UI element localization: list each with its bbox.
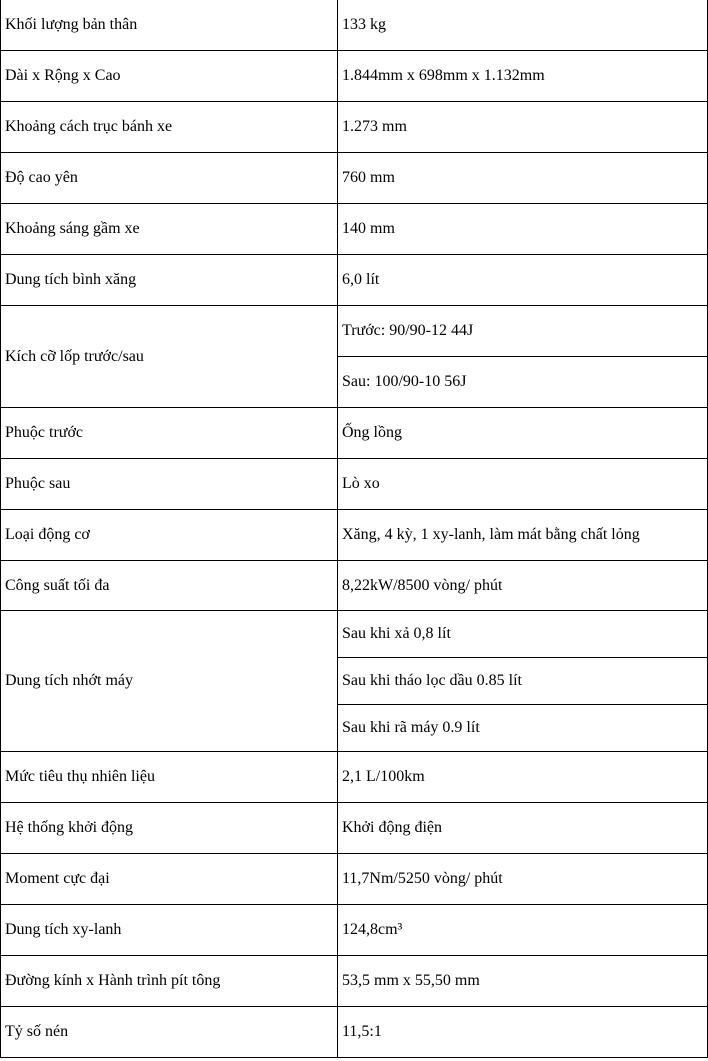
spec-value: 140 mm <box>338 204 708 255</box>
table-row <box>1 561 708 611</box>
table-row <box>1 255 708 306</box>
table-row <box>1 803 708 854</box>
table-row <box>1 102 708 153</box>
spec-value: Trước: 90/90-12 44J <box>338 306 708 357</box>
table-row <box>1 854 708 905</box>
table-row <box>1 306 708 357</box>
table-row <box>1 408 708 459</box>
table-row <box>1 752 708 803</box>
spec-value: Sau khi rã máy 0.9 lít <box>338 705 708 752</box>
spec-value: Xăng, 4 kỳ, 1 xy-lanh, làm mát bằng chất lỏng <box>338 510 708 561</box>
table-row <box>1 0 708 51</box>
spec-value: Ống lồng <box>338 408 708 459</box>
spec-label: Độ cao yên <box>1 153 338 204</box>
spec-label: Dung tích bình xăng <box>1 255 338 306</box>
spec-label: Dung tích xy-lanh <box>1 905 338 956</box>
spec-label: Loại động cơ <box>1 510 338 561</box>
spec-label: Khoảng cách trục bánh xe <box>1 102 338 153</box>
table-row <box>1 510 708 561</box>
spec-value: 133 kg <box>338 0 708 51</box>
spec-value: 1.273 mm <box>338 102 708 153</box>
spec-label: Khoảng sáng gầm xe <box>1 204 338 255</box>
spec-value: 6,0 lít <box>338 255 708 306</box>
table-row <box>1 905 708 956</box>
spec-label: Dài x Rộng x Cao <box>1 51 338 102</box>
spec-value: 1.844mm x 698mm x 1.132mm <box>338 51 708 102</box>
spec-value: Khởi động điện <box>338 803 708 854</box>
table-row <box>1 153 708 204</box>
spec-value: 53,5 mm x 55,50 mm <box>338 956 708 1007</box>
table-row <box>1 1007 708 1058</box>
spec-label: Moment cực đại <box>1 854 338 905</box>
spec-label: Phuộc trước <box>1 408 338 459</box>
table-row <box>1 51 708 102</box>
table-row <box>1 611 708 658</box>
table-row <box>1 459 708 510</box>
spec-label: Đường kính x Hành trình pít tông <box>1 956 338 1007</box>
spec-value: Lò xo <box>338 459 708 510</box>
spec-value: 11,7Nm/5250 vòng/ phút <box>338 854 708 905</box>
spec-value: Sau khi tháo lọc dầu 0.85 lít <box>338 658 708 705</box>
spec-label: Mức tiêu thụ nhiên liệu <box>1 752 338 803</box>
spec-value: 124,8cm³ <box>338 905 708 956</box>
spec-label: Phuộc sau <box>1 459 338 510</box>
spec-value: Sau khi xả 0,8 lít <box>338 611 708 658</box>
spec-value: 11,5:1 <box>338 1007 708 1058</box>
table-row <box>1 204 708 255</box>
spec-label: Hệ thống khởi động <box>1 803 338 854</box>
spec-label: Khối lượng bản thân <box>1 0 338 51</box>
spec-value: 760 mm <box>338 153 708 204</box>
spec-label: Kích cỡ lốp trước/sau <box>1 306 338 408</box>
spec-label: Công suất tối đa <box>1 561 338 611</box>
table-row <box>1 956 708 1007</box>
spec-value: 8,22kW/8500 vòng/ phút <box>338 561 708 611</box>
spec-value: 2,1 L/100km <box>338 752 708 803</box>
spec-label: Dung tích nhớt máy <box>1 611 338 752</box>
spec-label: Tỷ số nén <box>1 1007 338 1058</box>
spec-value: Sau: 100/90-10 56J <box>338 357 708 408</box>
